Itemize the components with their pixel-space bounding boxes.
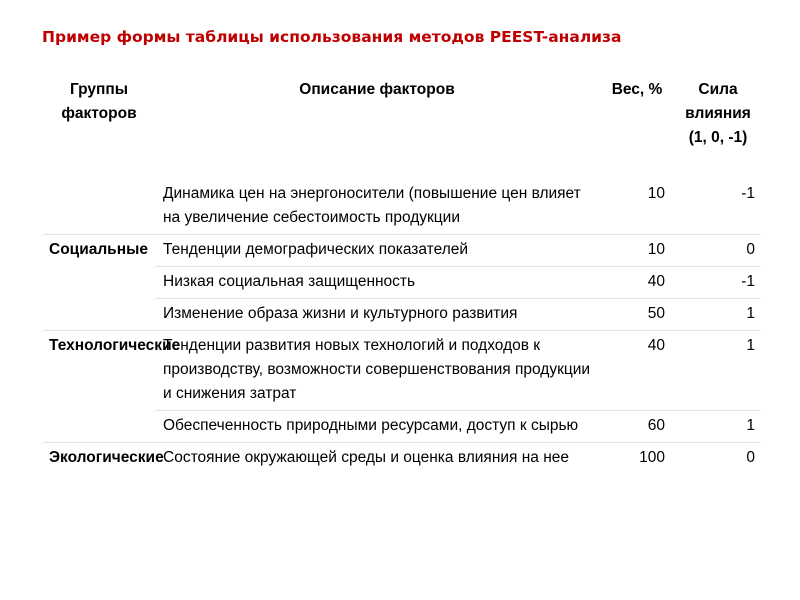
group-cell: Технологические — [43, 331, 155, 443]
power-cell: 1 — [675, 299, 761, 331]
description-cell: Тенденции развития новых технологий и подходов к производству, возможности совершенствования продукции и снижения затрат — [155, 331, 599, 411]
weight-cell: 40 — [599, 331, 675, 411]
table-row — [43, 331, 761, 411]
weight-cell: 60 — [599, 411, 675, 443]
weight-cell: 50 — [599, 299, 675, 331]
header-weight: Вес, % — [611, 81, 663, 98]
page-title: Пример формы таблицы использования методов PEEST-анализа — [42, 28, 622, 46]
description-cell: Изменение образа жизни и культурного развития — [155, 299, 599, 331]
power-cell: -1 — [675, 179, 761, 235]
header-row — [43, 76, 761, 179]
weight-cell: 40 — [599, 267, 675, 299]
weight-cell: 10 — [599, 179, 675, 235]
table-row — [43, 443, 761, 475]
power-cell: 0 — [675, 235, 761, 267]
group-cell: Экологические — [49, 449, 164, 466]
power-cell: 1 — [675, 331, 761, 411]
power-cell: -1 — [675, 267, 761, 299]
power-cell: 0 — [746, 449, 755, 466]
description-cell: Низкая социальная защищенность — [155, 267, 599, 299]
description-cell: Обеспеченность природными ресурсами, доступ к сырью — [155, 411, 599, 443]
header-group: Группы факторов — [61, 81, 137, 122]
table-body — [43, 179, 761, 474]
description-cell: Тенденции демографических показателей — [155, 235, 599, 267]
table-header — [43, 76, 761, 179]
group-cell: Социальные — [43, 235, 155, 331]
description-cell: Состояние окружающей среды и оценка влияния на нее — [163, 449, 570, 466]
weight-cell: 100 — [639, 449, 665, 466]
header-description: Описание факторов — [299, 81, 455, 98]
header-power: Сила влияния (1, 0, -1) — [685, 81, 751, 146]
peest-table — [43, 76, 761, 474]
table-row — [43, 235, 761, 267]
table-row — [43, 179, 761, 235]
description-cell: Динамика цен на энергоносители (повышение цен влияет на увеличение себестоимость продукции — [155, 179, 599, 235]
weight-cell: 10 — [599, 235, 675, 267]
group-cell — [43, 179, 155, 235]
power-cell: 1 — [675, 411, 761, 443]
